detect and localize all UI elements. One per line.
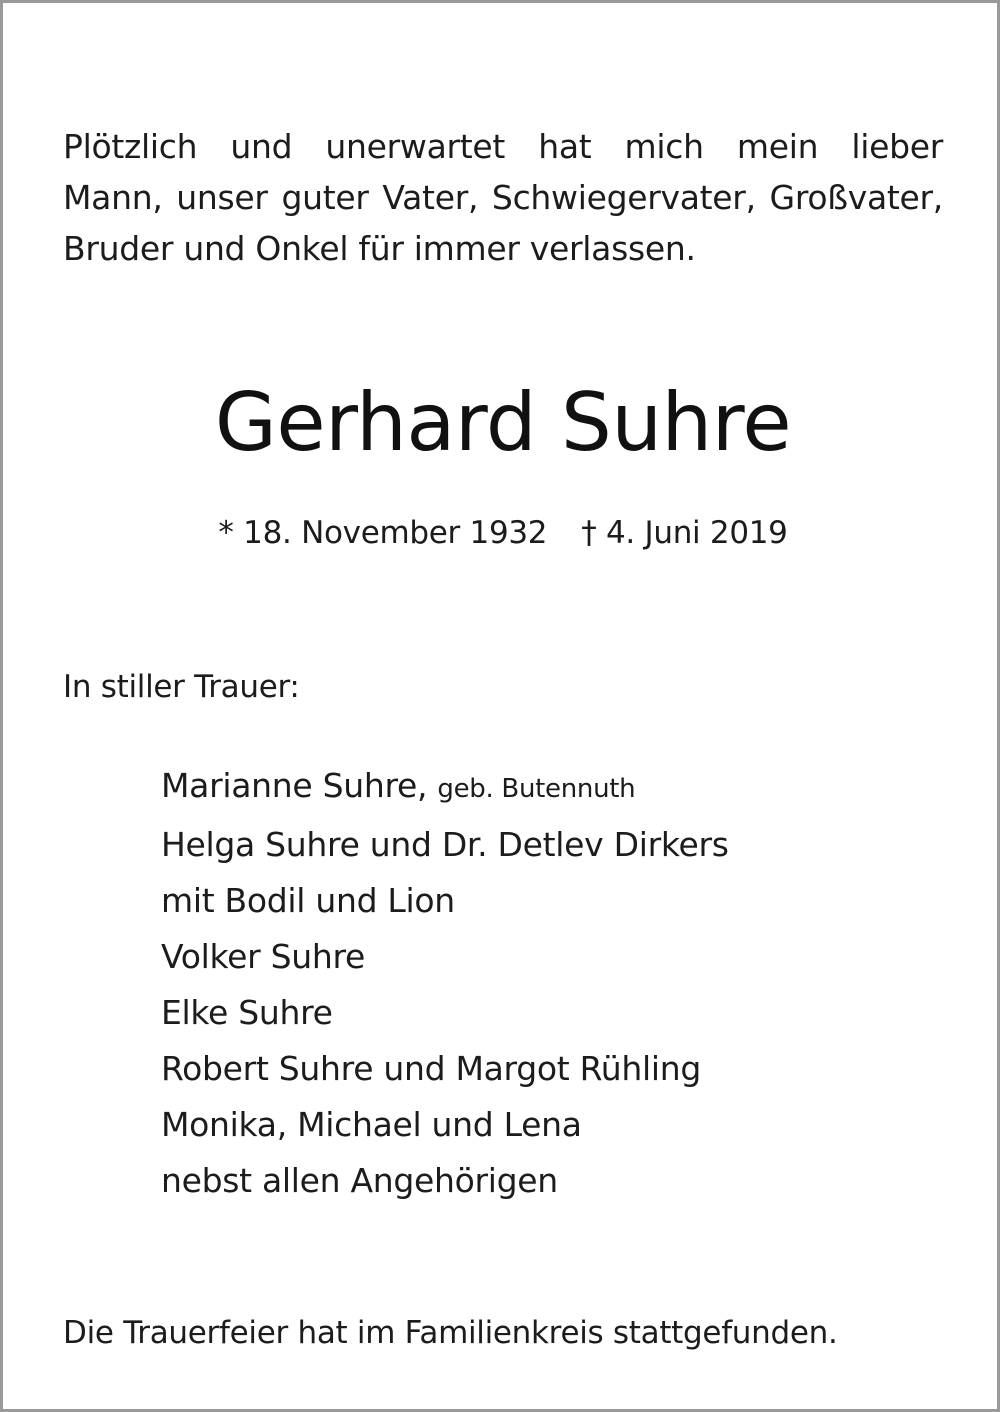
mourner-item: Monika, Michael und Lena	[161, 1105, 582, 1144]
intro-line: Bruder und Onkel für immer verlassen.	[63, 229, 696, 268]
mourner-item: Volker Suhre	[161, 937, 365, 976]
death-date: † 4. Juni 2019	[581, 515, 788, 551]
mourner-item: Helga Suhre und Dr. Detlev Dirkers	[161, 825, 729, 864]
mourner-item	[161, 758, 729, 817]
closing-note: Die Trauerfeier hat im Familienkreis stattgefunden.	[63, 1315, 838, 1351]
deceased-name: Gerhard Suhre	[214, 376, 792, 469]
mourner-item: nebst allen Angehörigen	[161, 1161, 558, 1200]
life-dates	[3, 511, 1000, 555]
mourner-item: Robert Suhre und Margot Rühling	[161, 1049, 701, 1088]
birth-date: * 18. November 1932	[218, 515, 548, 551]
mourning-label: In stiller Trauer:	[63, 669, 300, 705]
mourners-list	[161, 758, 729, 1209]
intro-line: Mann, unser guter Vater, Schwiegervater, Großvater,	[63, 178, 943, 217]
intro-line: Plötzlich und unerwartet hat mich mein lieber	[63, 127, 943, 166]
maiden-name-note: geb. Butennuth	[437, 774, 636, 804]
mourner-item: Elke Suhre	[161, 993, 333, 1032]
mourner-item: mit Bodil und Lion	[161, 881, 455, 920]
mourner-name: Marianne Suhre,	[161, 766, 428, 805]
intro-paragraph	[63, 121, 943, 274]
